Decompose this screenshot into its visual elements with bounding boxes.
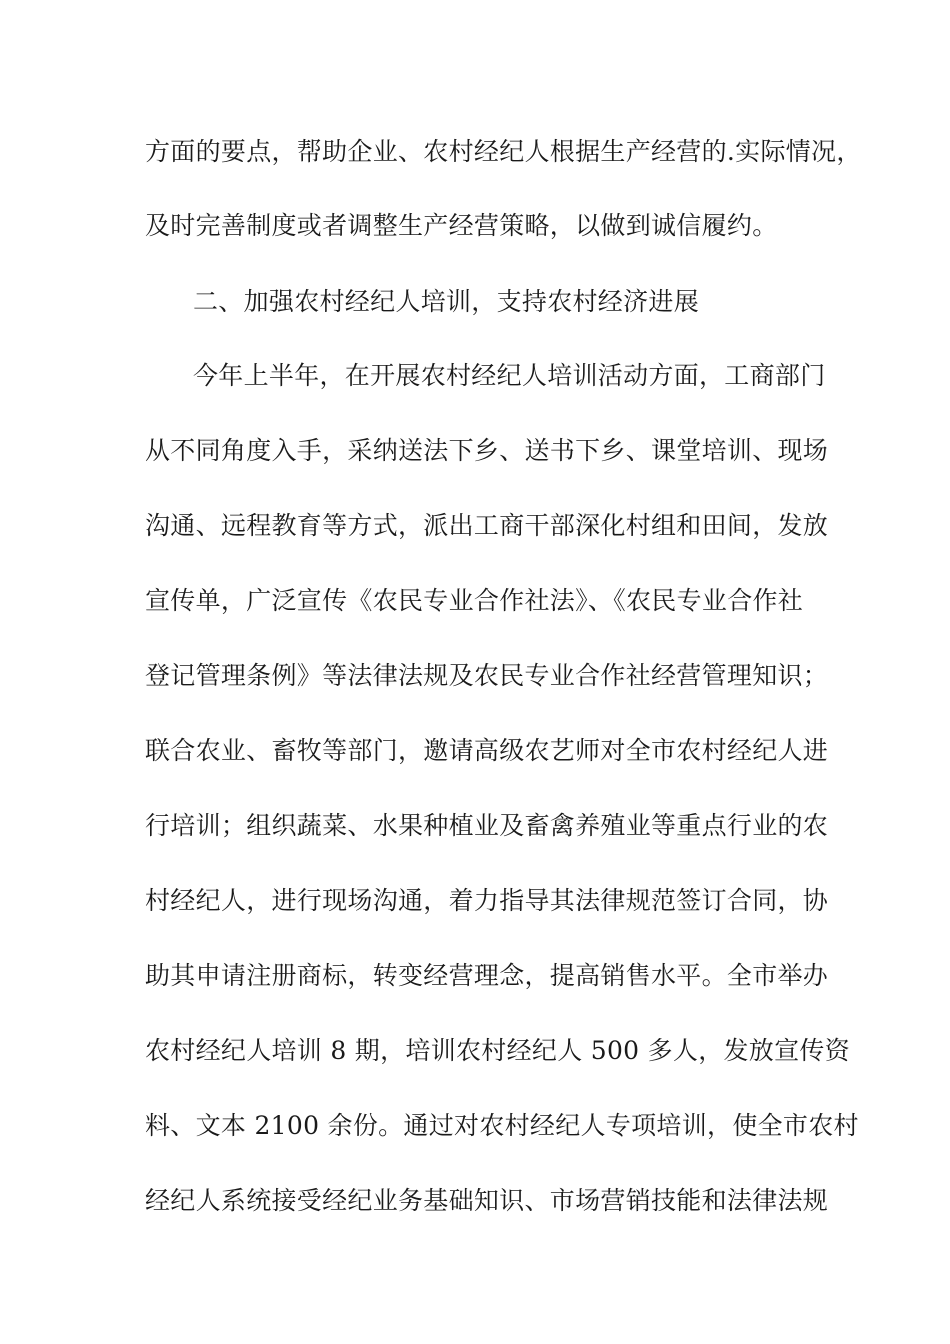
paragraph-line: 从不同角度入手，采纳送法下乡、送书下乡、课堂培训、现场: [145, 436, 829, 465]
paragraph-line: 村经纪人，进行现场沟通，着力指导其法律规范签订合同，协: [145, 886, 829, 915]
paragraph-line: 方面的要点，帮助企业、农村经纪人根据生产经营的.实际情况，: [145, 137, 862, 166]
paragraph-line: 料、文本 2100 余份。通过对农村经纪人专项培训，使全市农村: [145, 1111, 859, 1140]
paragraph-line: 沟通、远程教育等方式，派出工商干部深化村组和田间，发放: [145, 511, 829, 540]
paragraph-line: 农村经纪人培训 8 期，培训农村经纪人 500 多人，发放宣传资: [145, 1036, 851, 1065]
section-heading: 二、加强农村经纪人培训，支持农村经济进展: [193, 287, 700, 316]
paragraph-line: 今年上半年，在开展农村经纪人培训活动方面，工商部门: [193, 361, 826, 390]
paragraph-line: 宣传单，广泛宣传《农民专业合作社法》、《农民专业合作社: [145, 586, 804, 615]
paragraph-line: 助其申请注册商标，转变经营理念，提高销售水平。全市举办: [145, 961, 829, 990]
paragraph-line: 及时完善制度或者调整生产经营策略，以做到诚信履约。: [145, 211, 778, 240]
paragraph-line: 登记管理条例》等法律法规及农民专业合作社经营管理知识；: [145, 661, 829, 690]
paragraph-line: 联合农业、畜牧等部门，邀请高级农艺师对全市农村经纪人进: [145, 736, 829, 765]
paragraph-line: 经纪人系统接受经纪业务基础知识、市场营销技能和法律法规: [145, 1186, 829, 1215]
paragraph-line: 行培训；组织蔬菜、水果种植业及畜禽养殖业等重点行业的农: [145, 811, 829, 840]
